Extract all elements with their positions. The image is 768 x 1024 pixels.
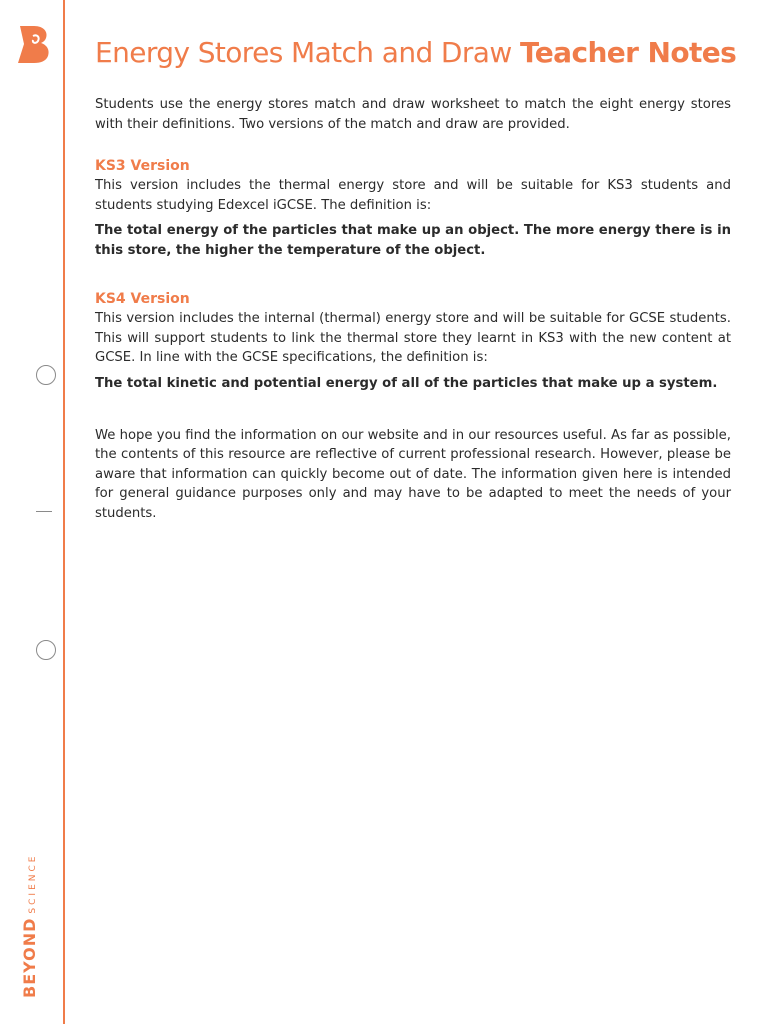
page-title bbox=[95, 36, 737, 69]
ks3-definition: The total energy of the particles that make up an object. The more energy there is in this store, the higher the temperature of the object. bbox=[95, 223, 731, 258]
intro-paragraph: Students use the energy stores match and draw worksheet to match the eight energy stores with their definitions. Two versions of the match and draw are provided. bbox=[95, 97, 731, 132]
beyond-b-logo-icon bbox=[16, 24, 52, 64]
fold-mark bbox=[36, 511, 52, 512]
binder-hole bbox=[36, 640, 56, 660]
side-brand bbox=[20, 854, 39, 998]
margin-line bbox=[63, 0, 65, 1024]
side-brand-sub: SCIENCE bbox=[28, 853, 38, 914]
ks4-body: This version includes the internal (thermal) energy store and will be suitable for GCSE students. This will support students to link the thermal store they learnt in KS3 with the new content at GCSE. In line with the GCSE specifications, the definition is: bbox=[95, 311, 731, 365]
ks3-section bbox=[95, 158, 731, 261]
ks4-definition: The total kinetic and potential energy of all of the particles that make up a system. bbox=[95, 375, 718, 391]
ks3-heading: KS3 Version bbox=[95, 158, 190, 174]
page-title-main: Energy Stores Match and Draw bbox=[95, 36, 512, 69]
page-title-emphasis: Teacher Notes bbox=[519, 36, 737, 69]
disclaimer-paragraph: We hope you find the information on our website and in our resources useful. As far as possible, the contents of this resource are reflective of current professional research. However, please be aware that information can quickly become out of date. The information given here is intended for general guidance purposes only and may have to be adapted to meet the needs of your students. bbox=[95, 427, 731, 521]
ks4-section bbox=[95, 291, 731, 394]
ks4-heading: KS4 Version bbox=[95, 291, 190, 307]
side-brand-main: BEYOND bbox=[20, 917, 39, 998]
disclaimer-section bbox=[95, 426, 731, 524]
binder-hole bbox=[36, 365, 56, 385]
ks3-body: This version includes the thermal energy store and will be suitable for KS3 students and students studying Edexcel iGCSE. The definition is: bbox=[95, 178, 731, 213]
page-content bbox=[95, 36, 737, 523]
